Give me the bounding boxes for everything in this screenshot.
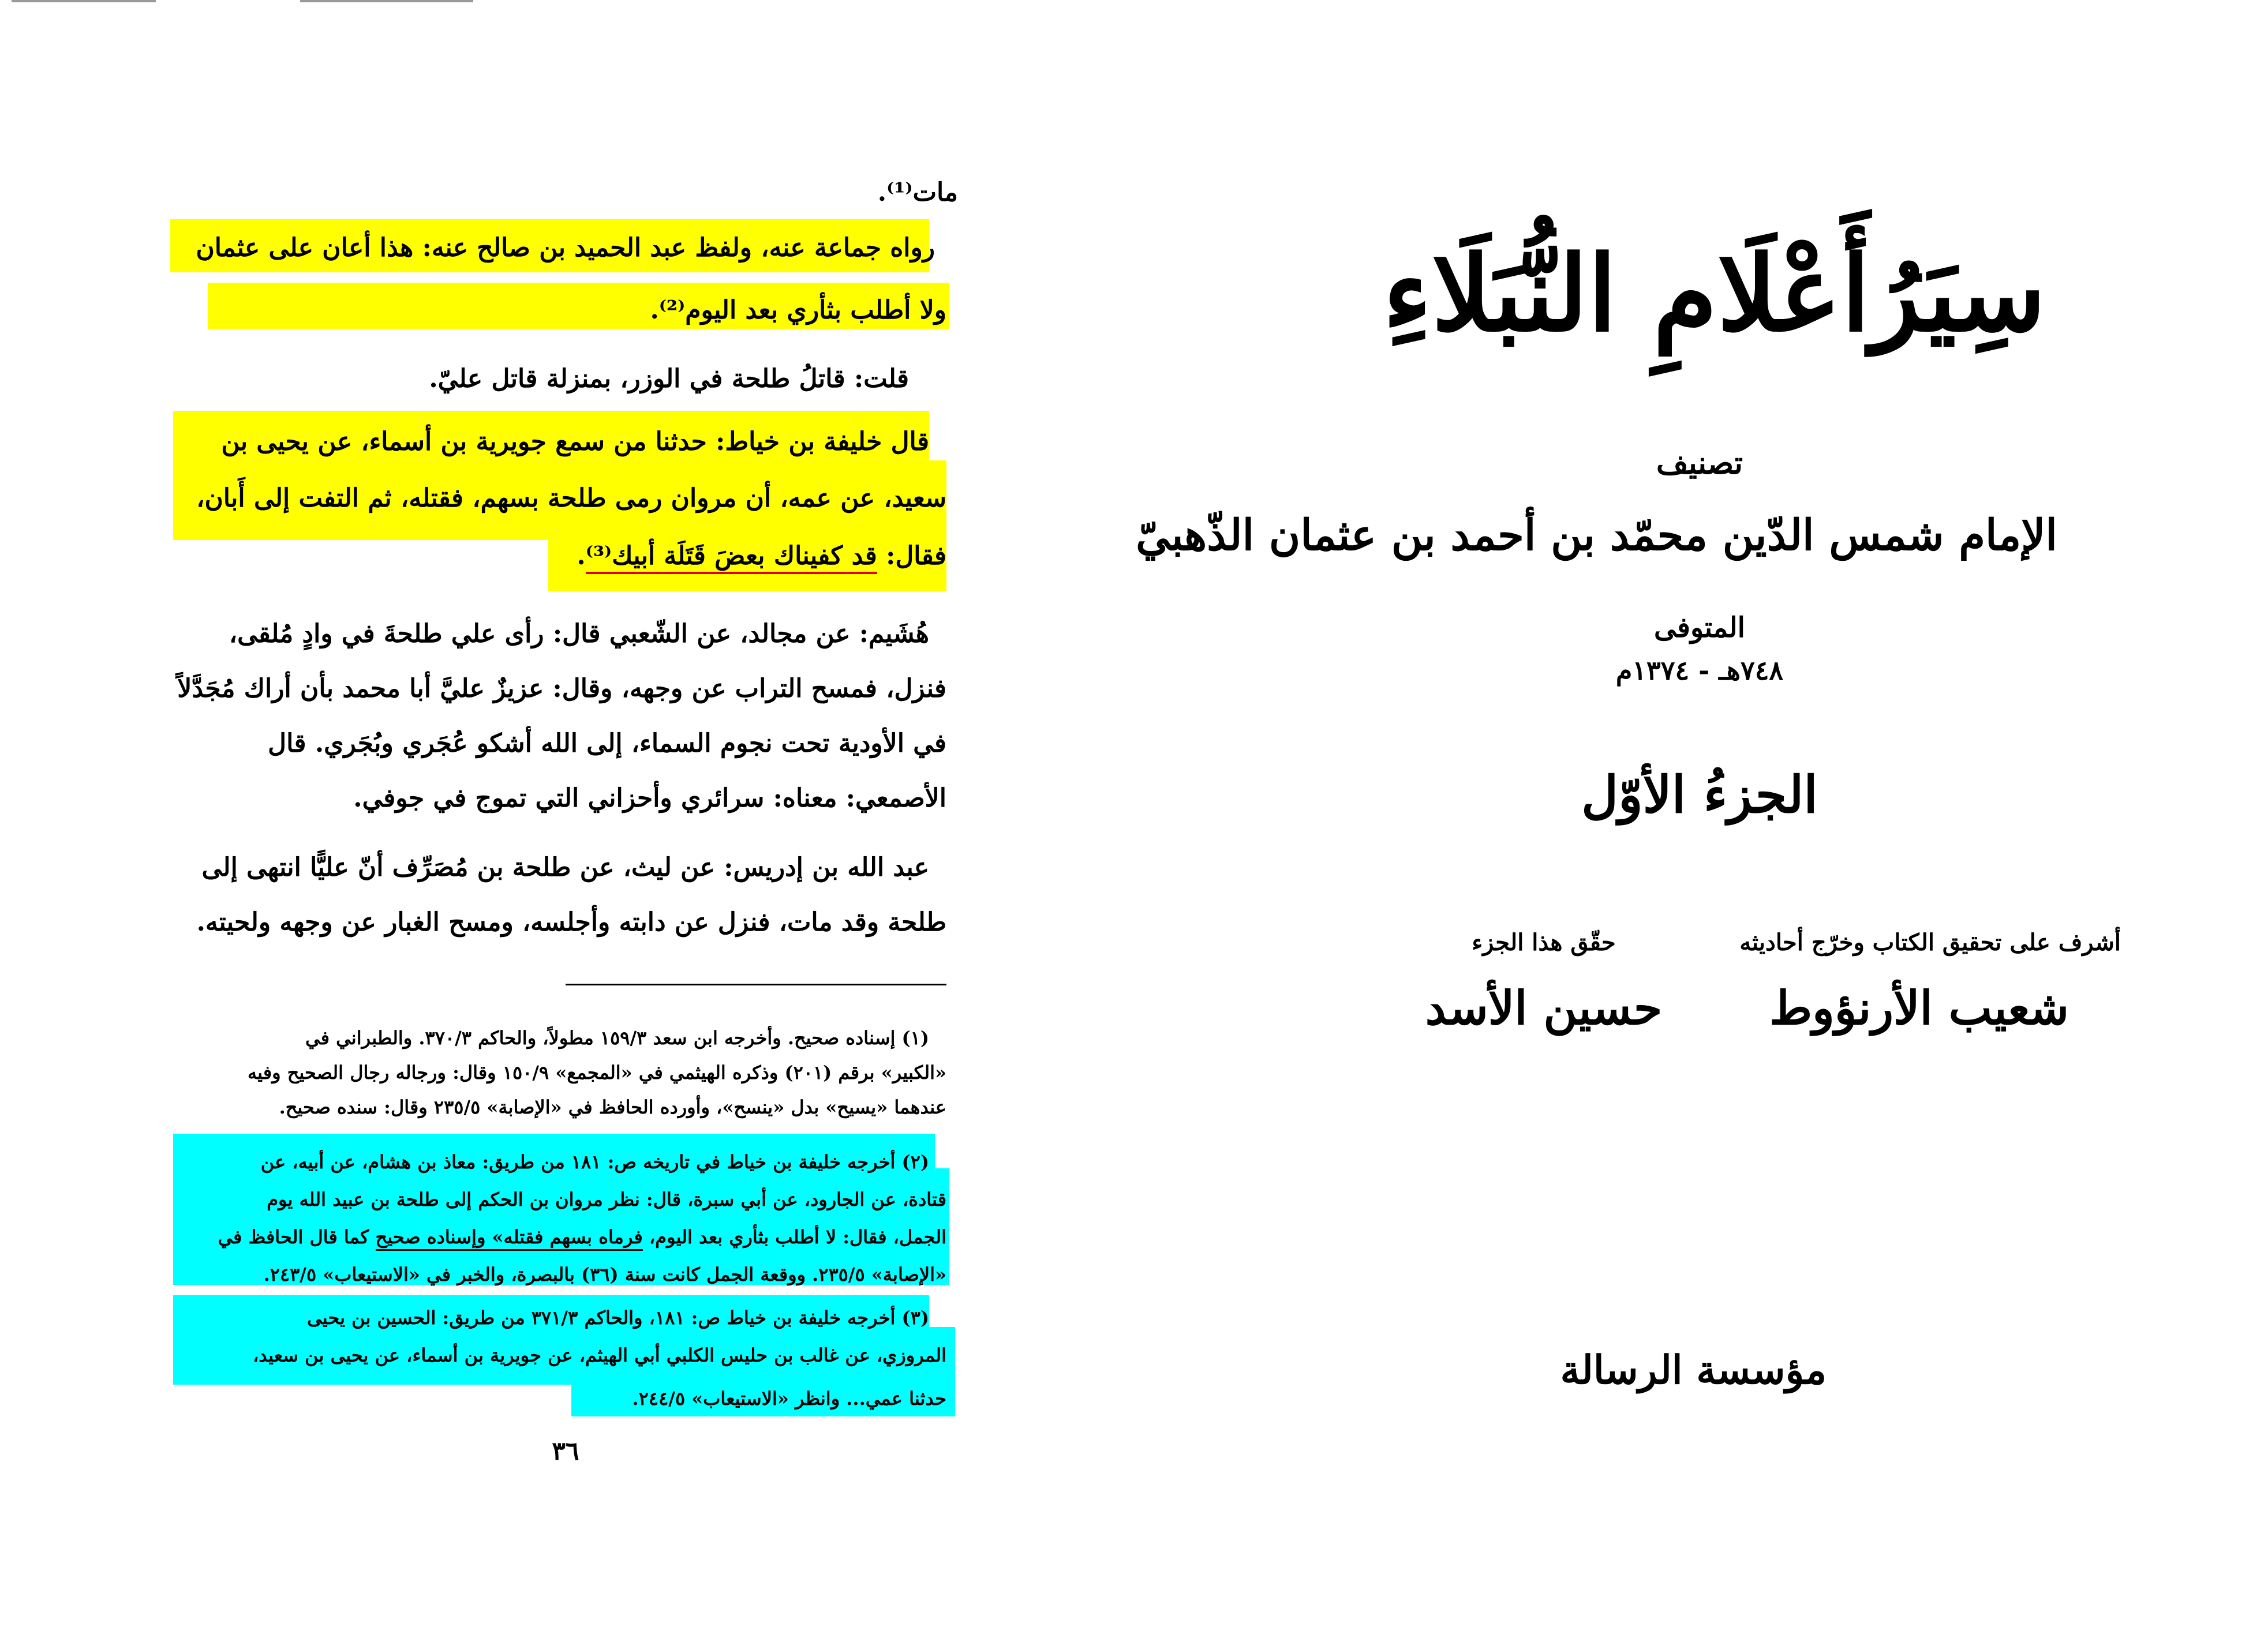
tasnif-label: تصنيف <box>1656 444 1743 481</box>
paragraph-line: ولا أطلب بثأري بعد اليوم⁽²⁾. <box>650 295 946 325</box>
footnote-line: (٢) أخرجه خليفة بن خياط في تاريخه ص: ١٨١ من طريق: معاذ بن هشام، عن أبيه، عن <box>260 1151 929 1173</box>
footnote-line: (١) إسناده صحيح. وأخرجه ابن سعد ١٥٩/٣ مطولاً، والحاكم ٣٧٠/٣. والطبراني في <box>305 1027 929 1049</box>
page-number: ٣٦ <box>552 1437 579 1466</box>
paragraph-line <box>577 525 946 587</box>
book-title: سِيَرُأَعْلَامِ النُّبَلَاءِ <box>1383 233 2046 355</box>
paragraph-line: الأصمعي: معناه: سرائري وأحزاني التي تموج في جوفي. <box>353 783 946 813</box>
footnote-text: كما قال الحافظ في <box>218 1226 376 1248</box>
publisher-name: مؤسسة الرسالة <box>1560 1347 1827 1393</box>
paragraph-text: فقال: <box>877 541 946 571</box>
footnote-line: «الإصابة» ٢٣٥/٥. ووقعة الجمل كانت سنة (٣٦) بالبصرة، والخبر في «الاستيعاب» ٢٤٣/٥. <box>263 1264 946 1285</box>
scan-edge-mark <box>12 0 156 2</box>
footnote-separator <box>566 984 946 985</box>
author-name: الإمام شمس الدّين محمّد بن أحمد بن عثمان الذّهبيّ <box>1136 511 2057 560</box>
footnote-line: «الكبير» برقم (٢٠١) وذكره الهيثمي في «المجمع» ١٥٠/٩ وقال: ورجاله رجال الصحيح وفيه <box>248 1062 946 1084</box>
paragraph-line: فنزل، فمسح التراب عن وجهه، وقال: عزيزٌ عليَّ أبا محمد بأن أراك مُجَدَّلاً <box>177 674 946 703</box>
title-page <box>1134 0 2268 1627</box>
paragraph-line: قلت: قاتلُ طلحة في الوزر، بمنزلة قاتل عليّ. <box>429 364 909 393</box>
opening-line: مات⁽¹⁾. <box>877 178 958 207</box>
paragraph-text: . <box>577 541 586 571</box>
death-label: المتوفى <box>1654 612 1745 644</box>
footnote-line: المروزي، عن غالب بن حليس الكلبي أبي الهيثم، عن جويرية بن أسماء، عن يحيى بن سعيد، <box>252 1344 946 1366</box>
footnote-line: قتادة، عن الجارود، عن أبي سبرة، قال: نظر مروان بن الحكم إلى طلحة بن عبيد الله يوم <box>267 1189 946 1210</box>
paragraph-line: سعيد، عن عمه، أن مروان رمى طلحة بسهم، فقتله، ثم التفت إلى أَبان، <box>196 483 946 513</box>
paragraph-line: رواه جماعة عنه، ولفظ عبد الحميد بن صالح عنه: هذا أعان على عثمان <box>196 233 935 263</box>
footnote-line: حدثنا عمي... وانظر «الاستيعاب» ٢٤٤/٥. <box>632 1388 946 1409</box>
death-dates: ٧٤٨هـ - ١٣٧٤م <box>1615 655 1784 686</box>
paragraph-line: في الأودية تحت نجوم السماء، إلى الله أشكو عُجَري وبُجَري. قال <box>268 729 946 758</box>
underlined-citation: فرماه بسهم فقتله» وإسناده صحيح <box>376 1226 643 1251</box>
underlined-quote: قد كفيناك بعضَ قَتَلَة أبيك⁽³⁾ <box>586 541 877 574</box>
editor-name: حسين الأسد <box>1425 981 1663 1035</box>
footnote-line: عندهما «يسيح» بدل «ينسح»، وأورده الحافظ في «الإصابة» ٢٣٥/٥ وقال: سنده صحيح. <box>279 1096 946 1118</box>
paragraph-line: هُشَيم: عن مجالد، عن الشّعبي قال: رأى علي طلحةَ في وادٍ مُلقى، <box>229 619 929 648</box>
paragraph-line: طلحة وقد مات، فنزل عن دابته وأجلسه، ومسح الغبار عن وجهه ولحيته. <box>196 908 946 937</box>
footnote-line: (٣) أخرجه خليفة بن خياط ص: ١٨١، والحاكم ٣٧١/٣ من طريق: الحسين بن يحيى <box>307 1307 929 1329</box>
paragraph-line: عبد الله بن إدريس: عن ليث، عن طلحة بن مُصَرِّف أنّ عليًّا انتهى إلى <box>201 853 929 882</box>
supervisor-name: شعيب الأرنؤوط <box>1769 981 2069 1035</box>
supervisor-label: أشرف على تحقيق الكتاب وخرّج أحاديثه <box>1739 929 2121 956</box>
scan-edge-mark <box>300 0 473 2</box>
volume-label: الجزءُ الأوّل <box>1581 764 1818 824</box>
scan-top-edge <box>0 0 1134 6</box>
paragraph-line: قال خليفة بن خياط: حدثنا من سمع جويرية بن أسماء، عن يحيى بن <box>221 427 929 456</box>
footnote-line <box>218 1220 947 1254</box>
footnote-text: الجمل، فقال: لا أطلب بثأري بعد اليوم، <box>642 1226 946 1248</box>
editor-label: حقّق هذا الجزء <box>1472 929 1616 956</box>
